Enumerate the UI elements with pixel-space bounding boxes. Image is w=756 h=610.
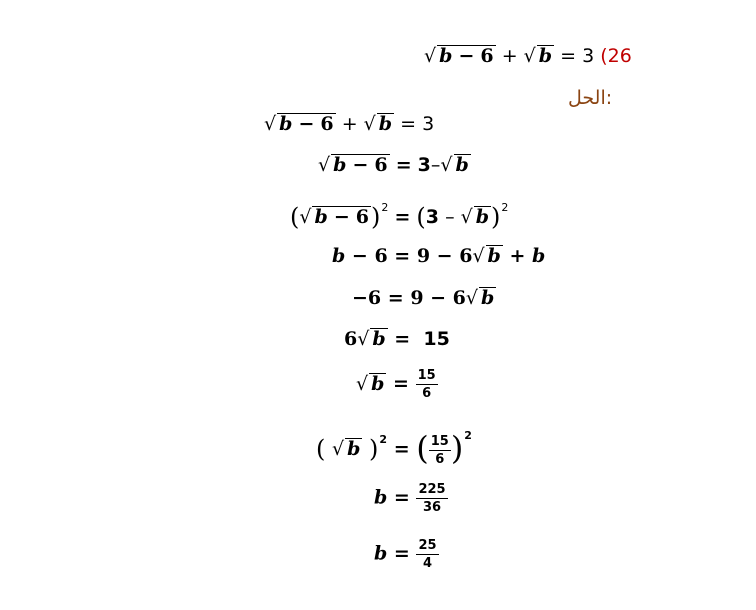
step-7: √ b = $\frac{15}{6}$ [356, 368, 436, 401]
step-8: ( √ b )$^2$ = ( $\frac{15}{6}$ )$^2$ [316, 429, 472, 467]
sqrt-b: √ b [332, 438, 361, 460]
sqrt-b: √ b [356, 372, 385, 395]
step-2: √ b − 6 = 3–√ b [318, 154, 469, 176]
solution-label: الحل: [568, 87, 613, 109]
step-4: b − 6 = 9 − 6√ b + b [332, 245, 546, 267]
sqrt-b: √ b [357, 328, 386, 350]
step-6: 6√ b = 15 [344, 328, 450, 350]
sqrt-b: √ b [460, 206, 490, 228]
sqrt-b: √ b [363, 113, 393, 135]
sqrt-b-minus-6: √ b − 6 [264, 113, 334, 135]
sqrt-b: √ b [472, 245, 501, 267]
sqrt-b: √ b [465, 287, 495, 309]
fraction-225-over-36: $\frac{225}{36}$ [418, 482, 446, 515]
sqrt-b-minus-6: √ b − 6 [299, 206, 370, 228]
fraction-15-over-6: $\frac{15}{6}$ [430, 433, 449, 467]
step-9: b = $\frac{225}{36}$ [374, 482, 446, 515]
fraction-25-over-4: $\frac{25}{4}$ [418, 538, 437, 571]
step-1: √ b − 6 + √ b = 3 [264, 113, 435, 135]
fraction-15-over-6: $\frac{15}{6}$ [417, 368, 436, 401]
problem-number: (26 [600, 45, 632, 67]
problem-statement: √ b − 6 + √ b = 3 (26 [424, 45, 632, 67]
sqrt-b-minus-6: √ b − 6 [424, 45, 494, 67]
step-3: (√ b − 6)$^2$ = (3 – √ b)$^2$ [290, 201, 509, 231]
step-5: −6 = 9 − 6√ b [352, 287, 495, 309]
sqrt-b: √ b [523, 45, 553, 67]
sqrt-b: √ b [440, 154, 469, 176]
sqrt-b-minus-6: √ b − 6 [318, 154, 388, 176]
step-10: b = $\frac{25}{4}$ [374, 538, 437, 571]
